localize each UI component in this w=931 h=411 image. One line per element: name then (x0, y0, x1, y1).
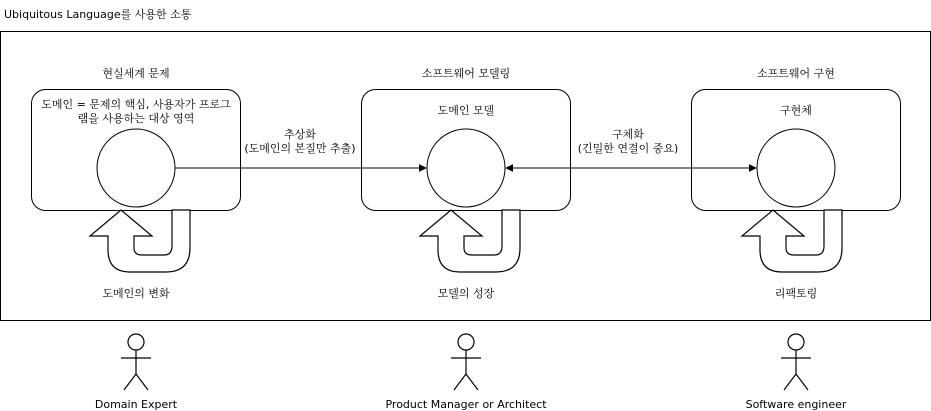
abstraction-label-1: 추상화 (284, 128, 316, 141)
software-engineer-label: Software engineer (745, 398, 847, 411)
domain-expert-label: Domain Expert (94, 398, 178, 411)
software-engineer-actor-icon (781, 334, 811, 390)
heading-real-world: 현실세계 문제 (102, 67, 170, 80)
diagram-title: Ubiquitous Language를 사용한 소통 (4, 8, 192, 21)
concretization-label-1: 구체화 (612, 128, 644, 141)
implementation-box-label: 구현체 (780, 104, 812, 117)
product-manager-actor-icon (451, 334, 481, 390)
domain-expert-actor-icon (121, 334, 151, 390)
domain-change-label: 도메인의 변화 (102, 287, 170, 300)
heading-software-modeling: 소프트웨어 모델링 (421, 67, 511, 80)
domain-box-line-2: 램을 사용하는 대상 영역 (77, 112, 195, 125)
model-growth-label: 모델의 성장 (437, 287, 495, 300)
abstraction-label-2: (도메인의 본질만 추출) (244, 142, 356, 155)
implementation-circle (757, 129, 835, 207)
domain-circle (97, 129, 175, 207)
concretization-label-2: (긴밀한 연결이 중요) (577, 142, 679, 155)
product-manager-label: Product Manager or Architect (385, 398, 547, 411)
refactoring-label: 리팩토링 (774, 287, 818, 300)
domain-model-box-label: 도메인 모델 (437, 104, 495, 117)
domain-box-line-1: 도메인 = 문제의 핵심, 사용자가 프로그 (41, 98, 231, 111)
model-circle (427, 129, 505, 207)
heading-software-implementation: 소프트웨어 구현 (757, 67, 835, 80)
